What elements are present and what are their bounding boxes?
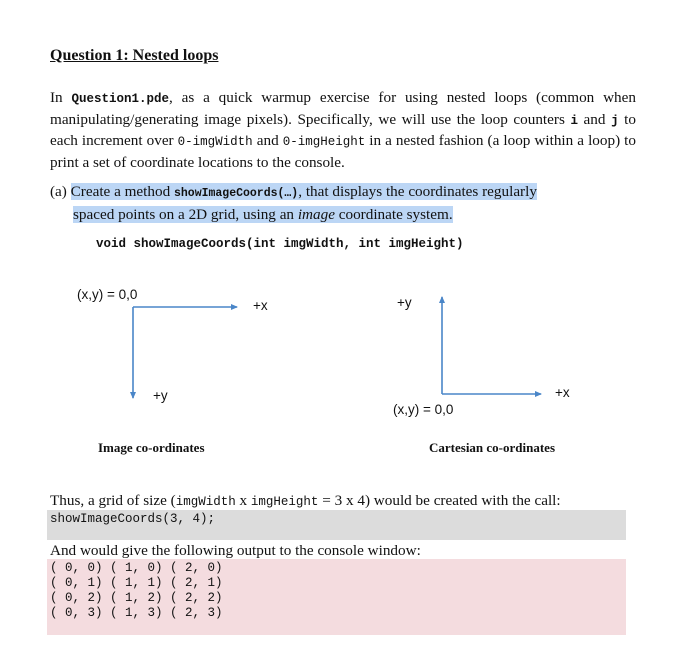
intro-text: and [577, 110, 612, 128]
question-heading: Question 1: Nested loops [50, 47, 219, 64]
highlighted-text: Create a method showImageCoords(…), that displays the coordinates regularly [70, 183, 537, 200]
output-label: And would give the following output to the console window: [50, 542, 421, 559]
output-line: ( 0, 0) ( 1, 0) ( 2, 0) [50, 561, 223, 575]
method-signature: void showImageCoords(int imgWidth, int imgHeight) [96, 237, 464, 251]
image-x-label: +x [253, 298, 268, 313]
height-param: imgHeight [250, 495, 319, 509]
width-range: 0-imgWidth [177, 135, 253, 149]
method-name: showImageCoords(…) [173, 187, 299, 200]
cartesian-x-label: +x [555, 385, 570, 400]
file-name: Question1.pde [71, 92, 170, 106]
height-range: 0-imgHeight [282, 135, 366, 149]
example-sentence: Thus, a grid of size (imgWidth x imgHeight = 3 x 4) would be created with the call: [50, 492, 561, 509]
cartesian-caption: Cartesian co-ordinates [429, 440, 556, 455]
image-origin-label: (x,y) = 0,0 [77, 287, 138, 302]
loop-var-i: i [570, 113, 578, 128]
call-code: showImageCoords(3, 4); [50, 512, 216, 526]
image-caption: Image co-ordinates [98, 440, 205, 455]
intro-text: and [252, 132, 283, 149]
output-line: ( 0, 1) ( 1, 1) ( 2, 1) [50, 576, 223, 590]
intro-text: , as a quick warmup exercise for using nested loops (common when manipulating/generating image pixels). Specifically, we will use the loop counters [50, 89, 636, 128]
intro-text: to each increment over [50, 110, 636, 149]
image-y-label: +y [153, 388, 168, 403]
loop-var-j: j [611, 113, 619, 128]
output-line: ( 0, 3) ( 1, 3) ( 2, 3) [50, 606, 223, 620]
cartesian-origin-label: (x,y) = 0,0 [393, 402, 454, 417]
width-param: imgWidth [175, 495, 236, 509]
part-a-label: (a) [50, 183, 71, 200]
cartesian-y-label: +y [397, 295, 412, 310]
intro-text: In [50, 89, 72, 106]
highlighted-text: spaced points on a 2D grid, using an image coordinate system. [73, 206, 453, 223]
intro-text: in a nested fashion (a loop within a loop) to print a set of coordinate locations to the console. [50, 132, 636, 171]
output-line: ( 0, 2) ( 1, 2) ( 2, 2) [50, 591, 223, 605]
